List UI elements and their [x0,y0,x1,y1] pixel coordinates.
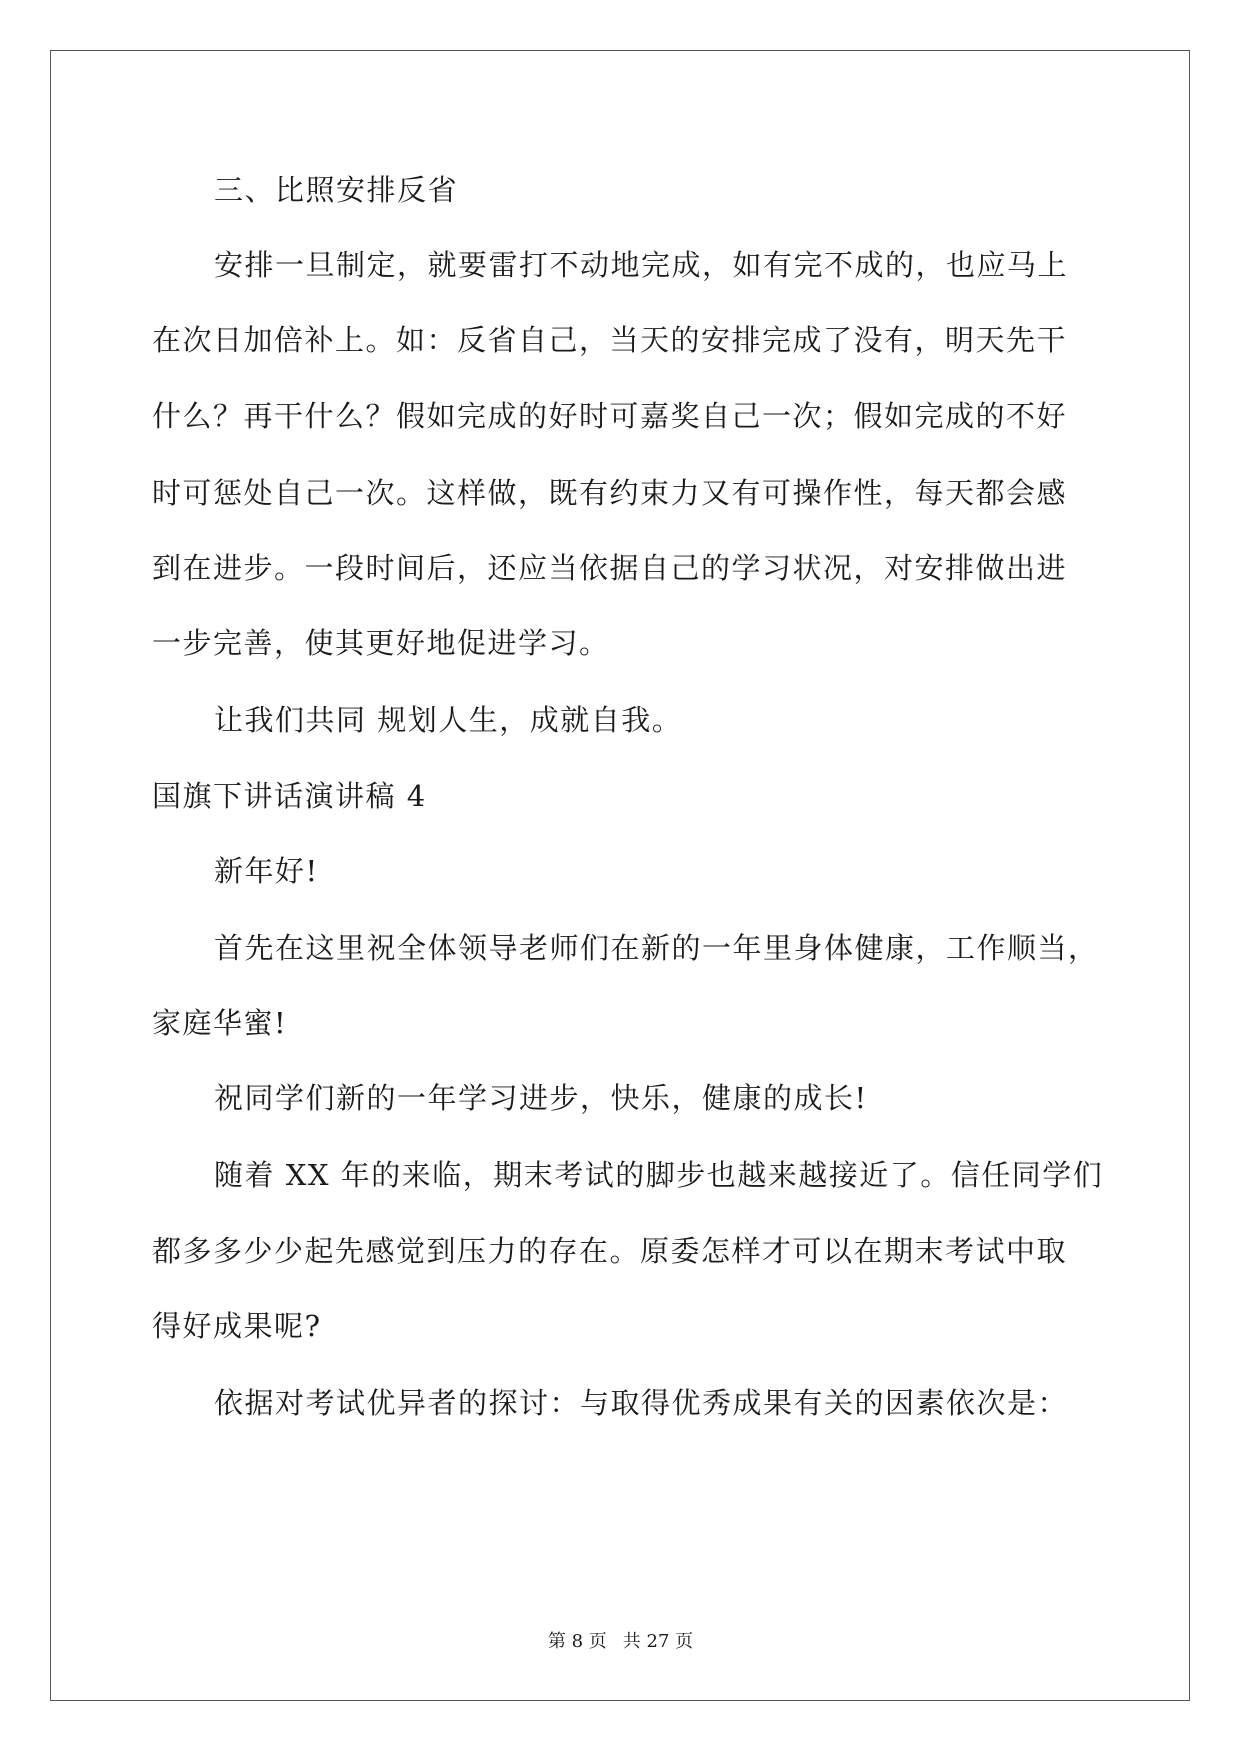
paragraph-line: 首先在这里祝全体领导老师们在新的一年里身体健康，工作顺当， [214,931,1099,965]
section-heading: 三、比照安排反省 [214,173,459,207]
page-total: 共 27 页 [622,1631,694,1652]
paragraph-line: 随着 XX 年的来临，期末考试的脚步也越来越接近了。信任同学们 [214,1158,1104,1192]
paragraph-line: 都多多少少起先感觉到压力的存在。原委怎样才可以在期末考试中取 [152,1234,1068,1268]
paragraph-line: 让我们共同 规划人生，成就自我。 [214,703,683,737]
paragraph-line: 到在进步。一段时间后，还应当依据自己的学习状况，对安排做出进 [152,551,1068,585]
page-footer [0,1630,1241,1654]
paragraph-line: 在次日加倍补上。如：反省自己，当天的安排完成了没有，明天先干 [152,323,1068,357]
page-number: 第 8 页 [547,1631,607,1652]
paragraph-line: 安排一旦制定，就要雷打不动地完成，如有完不成的，也应马上 [214,248,1069,282]
paragraph-line: 一步完善，使其更好地促进学习。 [152,626,610,660]
greeting-line: 新年好! [214,854,319,888]
paragraph-line: 祝同学们新的一年学习进步，快乐，健康的成长! [214,1081,868,1115]
paragraph-line: 家庭华蜜! [152,1006,288,1040]
paragraph-line: 什么？再干什么？假如完成的好时可嘉奖自己一次；假如完成的不好 [152,399,1068,433]
paragraph-line: 时可惩处自己一次。这样做，既有约束力又有可操作性，每天都会感 [152,476,1068,510]
paragraph-line: 得好成果呢? [152,1309,322,1343]
speech-title: 国旗下讲话演讲稿 4 [152,779,427,813]
paragraph-line: 依据对考试优异者的探讨：与取得优秀成果有关的因素依次是： [214,1386,1069,1420]
